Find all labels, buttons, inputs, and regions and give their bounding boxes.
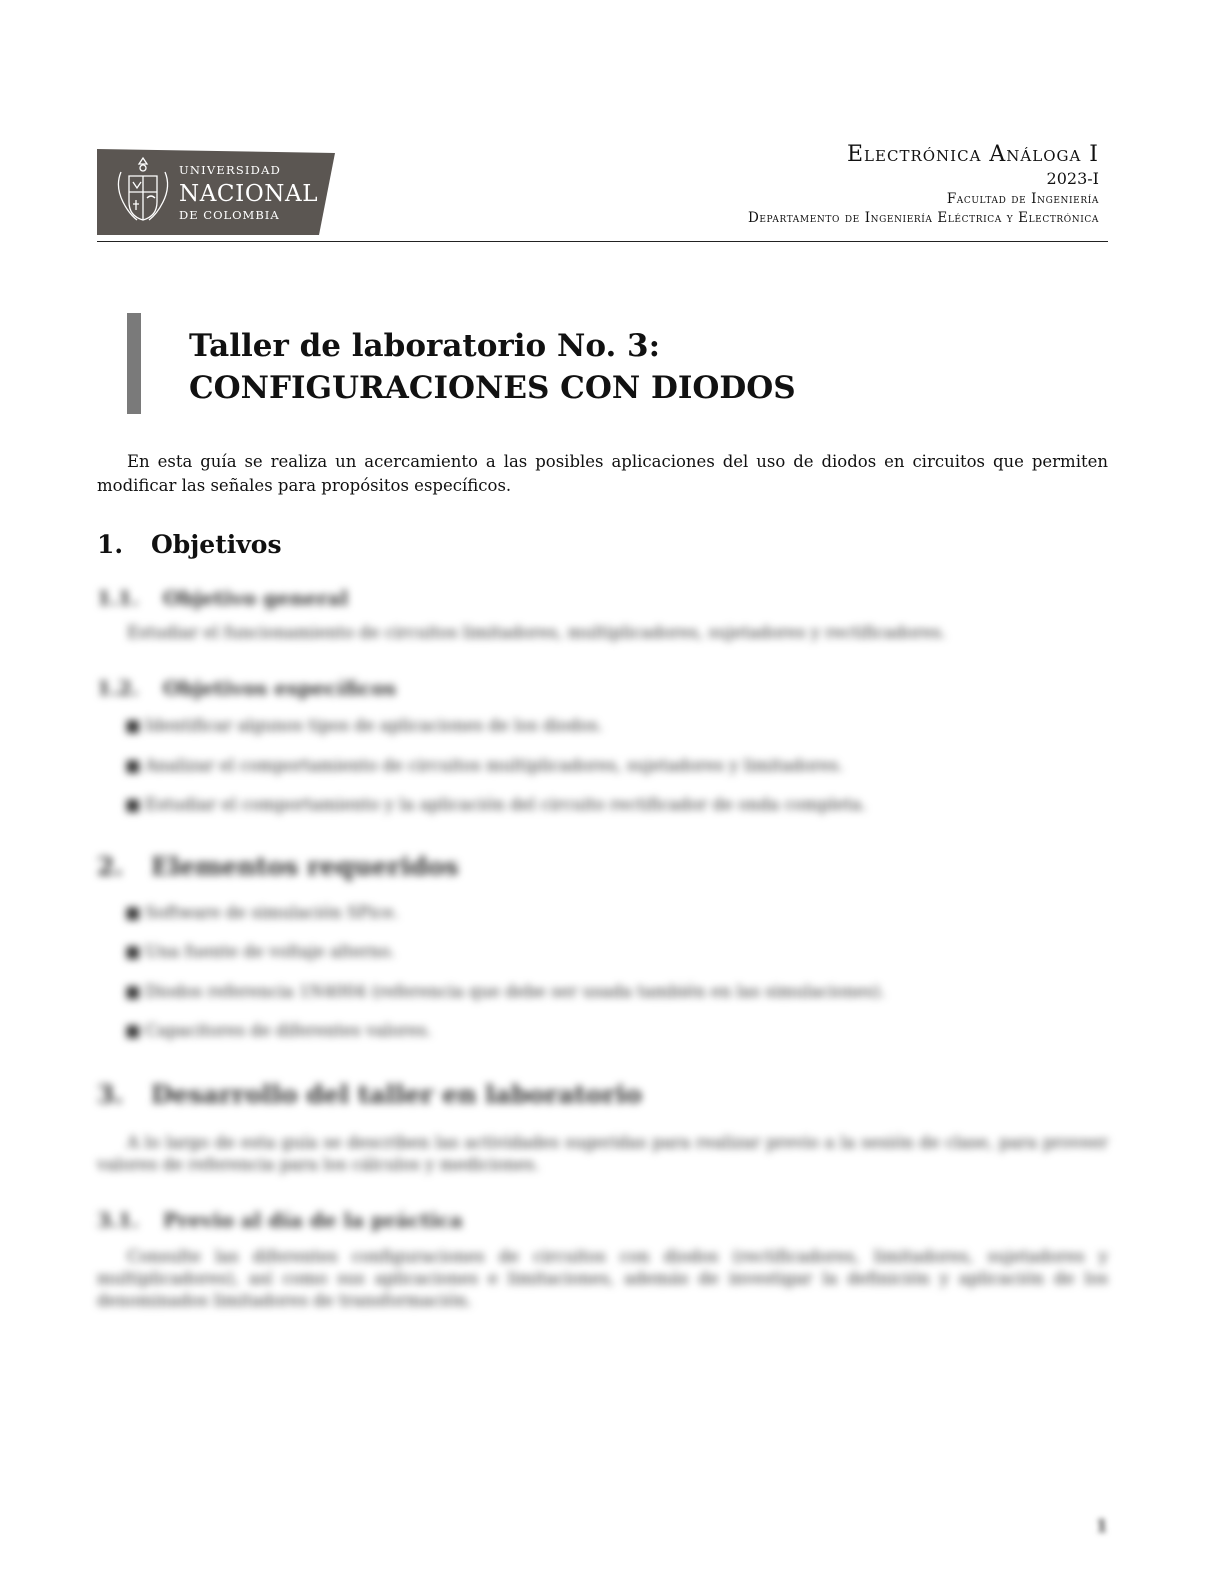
section-title: Elementos requeridos xyxy=(151,852,459,881)
section-title: Objetivos xyxy=(151,530,282,559)
list-item: ■ Identificar algunos tipos de aplicaciones de los diodos. xyxy=(125,716,603,735)
department-name: Departamento de Ingeniería Eléctrica y Electrónica xyxy=(747,210,1099,226)
section-heading xyxy=(97,852,459,881)
subsection-heading xyxy=(97,676,396,700)
list-item: ■ Analizar el comportamiento de circuitos multiplicadores, sujetadores y limitadores. xyxy=(125,756,844,775)
list-item: ■ Software de simulación SPice. xyxy=(125,903,399,922)
subsection-title: Objetivos específicos xyxy=(163,676,397,700)
title-line-1: Taller de laboratorio No. 3: xyxy=(189,328,661,364)
subsection-number: 3.1. xyxy=(97,1208,139,1232)
subsection-title: Previo al día de la práctica xyxy=(163,1208,463,1232)
paragraph: Consulte las diferentes configuraciones de circuitos con diodos (rectificadores, limitadores, sujetadores y multiplicadores), así como sus aplicaciones e limitaciones, además de investigar la definición y aplicación de los denominados limitadores de transformación. xyxy=(97,1247,1108,1310)
course-name: Electrónica Análoga I xyxy=(847,142,1099,167)
course-term: 2023-I xyxy=(1046,169,1099,188)
section-number: 3. xyxy=(97,1080,124,1109)
subsection-heading xyxy=(97,1208,463,1232)
faculty-name: Facultad de Ingeniería xyxy=(946,191,1099,207)
subsection-number: 1.1. xyxy=(97,586,139,610)
list-item: ■ Una fuente de voltaje alterno. xyxy=(125,942,395,961)
paragraph: A lo largo de esta guía se describen las actividades sugeridas para realizar previo a la sesión de clase, para proveer valores de referencia para los cálculos y mediciones. xyxy=(97,1133,1108,1174)
section-number: 2. xyxy=(97,852,124,881)
subsection-heading xyxy=(97,586,348,610)
logo-line-nacional: NACIONAL xyxy=(179,180,319,207)
list-item: ■ Capacitores de diferentes valores. xyxy=(125,1021,432,1040)
title-line-2: CONFIGURACIONES CON DIODOS xyxy=(189,370,796,406)
list-item: ■ Diodos referencia 1N4004 (referencia que debe ser usada también en las simulaciones). xyxy=(125,982,886,1001)
intro-paragraph: En esta guía se realiza un acercamiento a las posibles aplicaciones del uso de diodos en circuitos que permiten modificar las señales para propósitos específicos. xyxy=(97,452,1108,495)
section-number: 1. xyxy=(97,530,124,559)
subsection-number: 1.2. xyxy=(97,676,139,700)
page-number: 1 xyxy=(1095,1516,1108,1537)
list-item: ■ Estudiar el comportamiento y la aplicación del circuito rectificador de onda completa. xyxy=(125,795,867,814)
subsection-title: Objetivo general xyxy=(163,586,349,610)
paragraph: Estudiar el funcionamiento de circuitos limitadores, multiplicadores, sujetadores y rectificadores. xyxy=(127,623,947,642)
section-heading xyxy=(97,1080,642,1109)
section-title: Desarrollo del taller en laboratorio xyxy=(151,1080,642,1109)
logo-line-universidad: UNIVERSIDAD xyxy=(179,163,282,177)
logo-line-colombia: DE COLOMBIA xyxy=(179,207,280,222)
